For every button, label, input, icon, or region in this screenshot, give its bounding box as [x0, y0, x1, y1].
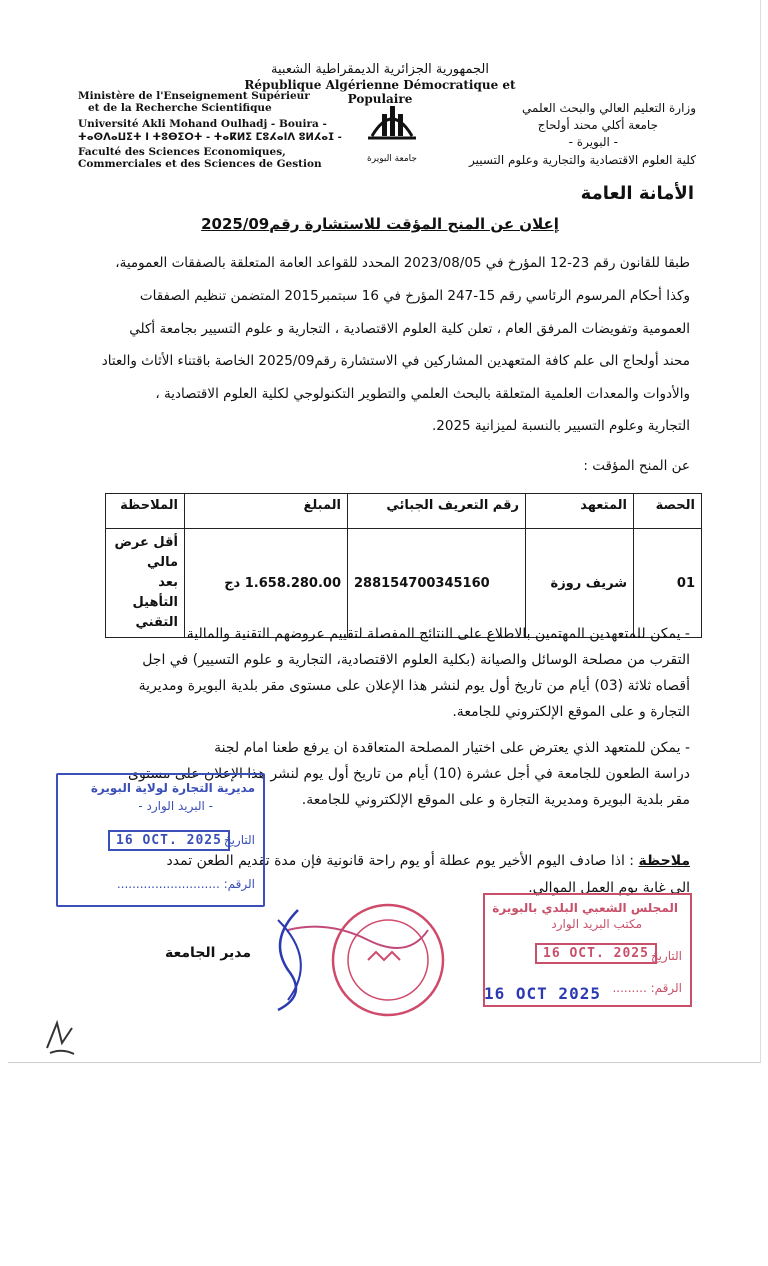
bullet-2-line: مقر بلدية البويرة ومديرية التجارة و على الموقع الإلكتروني للجامعة. — [301, 792, 690, 808]
header-fr-republic: République Algérienne Démocratique et Populaire — [244, 78, 516, 106]
stamp-blue-date: 16 OCT. 2025 — [108, 830, 230, 851]
department-title: الأمانة العامة — [580, 183, 694, 204]
bullet-2-line: - يمكن للمتعهد الذي يعترض على اختيار المصلحة المتعاقدة ان يرفع طعنا امام لجنة — [214, 740, 690, 756]
fr-ministry-1: Ministère de l'Enseignement Supérieur — [78, 90, 310, 102]
stamp-red-line-1: المجلس الشعبي البلدي بالبويرة — [492, 901, 678, 915]
cell-bidder: شريف روزة — [526, 529, 634, 638]
official-seal — [168, 900, 468, 1030]
bullet-2-line: دراسة الطعون للجامعة في أجل عشرة (10) أيام من تاريخ أول يوم لنشر هذا الإعلان على مستوى — [128, 766, 690, 782]
stamp-blue-line-1: مديرية التجارة لولاية البويرة — [90, 781, 255, 795]
commerce-directorate-stamp — [56, 773, 265, 907]
reception-date-stamp: 16 OCT 2025 — [484, 984, 601, 1003]
ar-faculty: كلية العلوم الاقتصادية والتجارية وعلوم التسيير — [468, 153, 696, 167]
fr-faculty-2: Commerciales et des Sciences de Gestion — [78, 158, 322, 170]
body-line: والأدوات والمعدات العلمية المتعلقة بالبحث العلمي والتطوير التكنولوجي لكلية العلوم الاقتصادية ، — [155, 386, 690, 402]
signature-title: مدير الجامعة — [165, 945, 252, 961]
table-row — [106, 529, 702, 638]
note-line-2: الى غاية يوم العمل الموالي. — [528, 880, 690, 896]
body-line: طبقا للقانون رقم 23-12 المؤرخ في 2023/08/05 المحدد للقواعد العامة المتعلقة بالصفقات العمومية، — [115, 255, 690, 271]
header-ar-republic: الجمهورية الجزائرية الديمقراطية الشعبية — [271, 62, 489, 77]
initials-signature — [42, 1018, 82, 1062]
cell-note — [106, 529, 185, 638]
cell-amount: 1.658.280.00 دج — [185, 529, 348, 638]
announcement-title: إعلان عن المنح المؤقت للاستشارة رقم2025/09 — [201, 215, 559, 233]
bullet-1-line: - يمكن للمتعهدين المهتمين بالاطلاع على النتائج المفصلة لتقييم عروضهم التقنية والمالية — [186, 626, 690, 642]
ar-city: - البويرة - — [568, 135, 618, 149]
award-intro: عن المنح المؤقت : — [583, 458, 690, 474]
fr-ministry-2: et de la Recherche Scientifique — [88, 102, 272, 114]
cell-taxid: 288154700345160 — [348, 529, 526, 638]
tifinagh-university: ⵜⴰⵙⴷⴰⵡⵉⵜ ⵏ ⵜⵓⴱⵉⵔⵜ - ⵜⴰⴽⵍⵉ ⵎⵓⵃⴰⵏⴷ ⵓⵍⵃⴰⵊ - — [78, 132, 342, 143]
logo-caption: جامعة البويرة — [367, 154, 417, 164]
stamp-red-number: الرقم: ......... — [612, 981, 682, 995]
stamp-red-line-2: مكتب البريد الوارد — [551, 917, 642, 931]
stamp-blue-date-label: التاريخ — [223, 833, 255, 847]
col-taxid-header: رقم التعريف الجبائي — [348, 494, 526, 529]
note-line-1: أقل عرض مالي — [114, 535, 178, 570]
fr-faculty-1: Faculté des Sciences Economiques, — [78, 146, 286, 158]
ar-university: جامعة أكلي محند أولحاج — [537, 118, 658, 132]
bullet-1-line: التجارة و على الموقع الإلكتروني للجامعة. — [452, 704, 690, 720]
bullet-1-line: أقصاه ثلاثة (03) أيام من تاريخ أول يوم لنشر هذا الإعلان على مستوى مقر بلدية البويرة ومديرية — [138, 678, 690, 694]
fr-university: Université Akli Mohand Oulhadj - Bouira - — [78, 118, 327, 130]
stamp-red-date: 16 OCT. 2025 — [535, 943, 657, 964]
table-header-row — [106, 494, 702, 529]
note-line-2: بعد التأهيل التقني — [132, 575, 178, 630]
col-bidder-header: المتعهد — [526, 494, 634, 529]
col-lot-header: الحصة — [634, 494, 702, 529]
cell-lot: 01 — [634, 529, 702, 638]
award-table — [105, 493, 702, 638]
body-line: التجارية وعلوم التسيير بالنسبة لميزانية 2025. — [431, 418, 690, 434]
col-amount-header: المبلغ — [185, 494, 348, 529]
bullet-1-line: التقرب من مصلحة الوسائل والصيانة (بكلية العلوم الاقتصادية، التجارية و علوم التسيير) في اجل — [142, 652, 690, 668]
body-line: محند أولحاج الى علم كافة المتعهدين المشاركين في الاستشارة رقم2025/09 الخاصة باقتناء الأثاث والعتاد — [101, 353, 690, 369]
stamp-blue-line-2: - البريد الوارد - — [138, 799, 213, 813]
col-note-header: الملاحظة — [106, 494, 185, 529]
stamp-blue-number: الرقم: ........................... — [116, 877, 255, 891]
body-line: العمومية وتفويضات المرفق العام ، تعلن كلية العلوم الاقتصادية ، التجارية و علوم التسيير بجامعة أكلي — [129, 321, 690, 337]
note-label: ملاحظة — [638, 853, 690, 869]
university-logo — [362, 92, 422, 164]
ar-ministry: وزارة التعليم العالي والبحث العلمي — [522, 101, 696, 115]
stamp-red-date-label: التاريخ — [650, 949, 682, 963]
body-line: وكذا أحكام المرسوم الرئاسي رقم 15-247 المؤرخ في 16 سبتمبر2015 المتضمن تنظيم الصفقات — [139, 288, 690, 304]
note-text: : اذا صادف اليوم الأخير يوم عطلة أو يوم راحة قانونية فإن مدة تقديم الطعن تمدد — [166, 853, 635, 869]
